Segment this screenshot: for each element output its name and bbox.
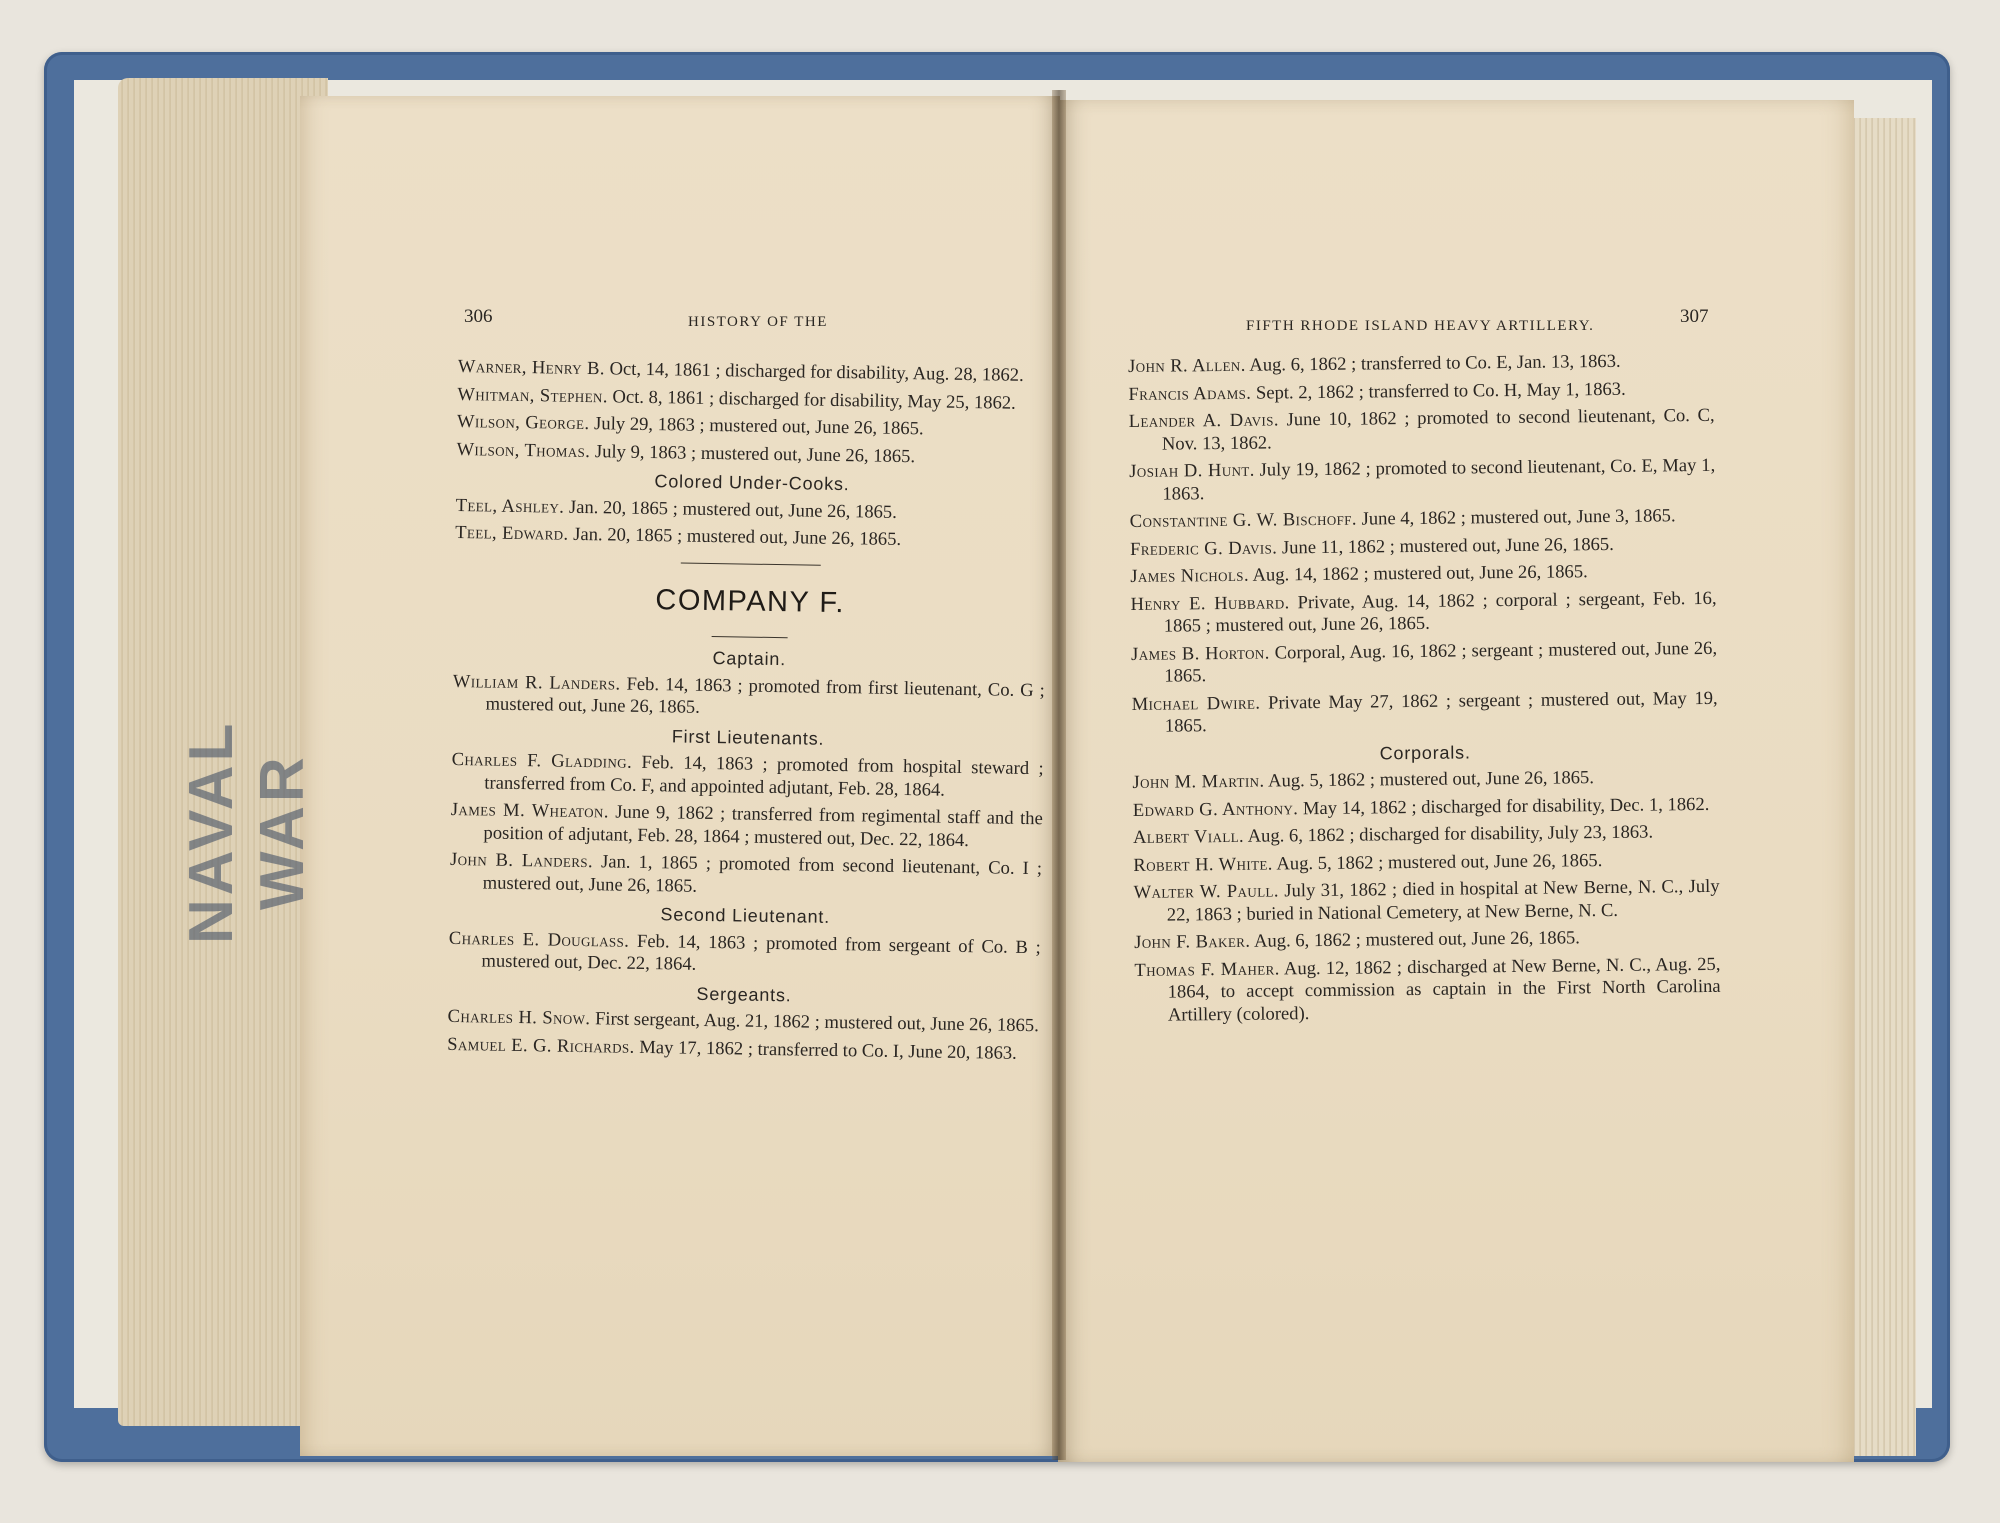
rank-heading: Corporals. (1379, 741, 1471, 763)
soldier-name: John R. Allen. (1128, 354, 1246, 377)
soldier-name: Teel, Ashley. (455, 494, 565, 518)
service-record: Feb. 14, 1863 ; promoted from first lieutenant, Co. G ; mustered out, June 26, 1865. (485, 673, 1045, 718)
service-record: Aug. 6, 1862 ; transferred to Co. E, Jan. 13, 1863. (1249, 350, 1621, 376)
soldier-name: Frederic G. Davis. (1129, 536, 1278, 560)
soldier-name: Samuel E. G. Richards. (447, 1033, 635, 1058)
soldier-name: Edward G. Anthony. (1132, 797, 1299, 821)
roster-entry (1132, 687, 1718, 738)
roster-entry (1133, 821, 1719, 850)
service-record: Aug. 12, 1862 ; discharged at New Berne, N. C., Aug. 25, 1864, to accept commission as captain in the First North Carolina Artillery (colored). (1167, 953, 1721, 1026)
service-record: Aug. 14, 1862 ; mustered out, June 26, 1865. (1252, 561, 1588, 586)
roster-entry (1128, 350, 1714, 379)
soldier-name: James B. Horton. (1131, 642, 1270, 665)
roster-entry (1134, 953, 1721, 1027)
service-record: Sept. 2, 1862 ; transferred to Co. H, May 1, 1863. (1255, 378, 1626, 404)
soldier-name: Leander A. Davis. (1128, 409, 1279, 432)
roster-entry (450, 799, 1043, 853)
service-record: Aug. 6, 1862 ; discharged for disability, July 23, 1863. (1247, 821, 1654, 847)
company-heading: COMPANY F. (655, 583, 846, 619)
service-record: June 10, 1862 ; promoted to second lieutenant, Co. C, Nov. 13, 1862. (1161, 404, 1715, 455)
roster-entry (1129, 405, 1715, 456)
rank-heading: Second Lieutenant. (660, 904, 831, 927)
rank-heading: First Lieutenants. (671, 725, 825, 749)
soldier-name: Charles F. Gladding. (451, 748, 633, 773)
left-page-text (447, 356, 1050, 1070)
service-record: June 11, 1862 ; mustered out, June 26, 1865. (1281, 533, 1614, 558)
soldier-name: Constantine G. W. Bischoff. (1129, 508, 1358, 532)
service-record: July 29, 1863 ; mustered out, June 26, 1865. (593, 413, 924, 440)
roster-entry (1133, 793, 1719, 822)
soldier-name: Francis Adams. (1128, 382, 1252, 405)
roster-entry (1130, 560, 1716, 589)
soldier-name: Thomas F. Maher. (1134, 957, 1280, 981)
company-heading-block (454, 558, 1047, 642)
roster-entry (1130, 505, 1716, 534)
service-record: June 9, 1862 ; transferred from regimental staff and the position of adjutant, Feb. 28, 1864 ; mustered out, Dec. 22, 1864. (483, 801, 1043, 851)
service-record: Aug. 5, 1862 ; mustered out, June 26, 1865. (1267, 767, 1595, 792)
left-page-number: 306 (464, 306, 493, 327)
roster-entry (455, 494, 1047, 526)
soldier-name: Charles H. Snow. (447, 1005, 591, 1030)
roster-entry (457, 383, 1049, 415)
soldier-name: Albert Viall. (1132, 825, 1245, 848)
service-record: July 19, 1862 ; promoted to second lieutenant, Co. E, May 1, 1863. (1162, 454, 1716, 505)
service-record: Oct, 14, 1861 ; discharged for disability, Aug. 28, 1862. (609, 358, 1024, 386)
soldier-name: John F. Baker. (1134, 930, 1251, 953)
soldier-name: Wilson, George. (456, 410, 590, 435)
service-record: Jan. 1, 1865 ; promoted from second lieutenant, Co. I ; mustered out, June 26, 1865. (482, 851, 1043, 897)
roster-entry (450, 849, 1043, 903)
left-running-head: HISTORY OF THE (688, 314, 828, 330)
soldier-name: Warner, Henry B. (457, 356, 606, 380)
soldier-name: John M. Martin. (1132, 770, 1265, 793)
roster-entry (1134, 926, 1720, 955)
roster-entry (1132, 766, 1718, 795)
soldier-name: Wilson, Thomas. (456, 438, 591, 462)
soldier-name: Michael Dwire. (1131, 692, 1261, 715)
service-record: Private May 27, 1862 ; sergeant ; mustered out, May 19, 1865. (1164, 687, 1718, 737)
service-record: Feb. 14, 1863 ; promoted from hospital steward ; transferred from Co. F, and appointed adjutant, Feb. 28, 1864. (484, 751, 1044, 801)
roster-entry (1131, 637, 1717, 688)
roster-entry (457, 411, 1049, 443)
service-record: June 4, 1862 ; mustered out, June 3, 1865. (1361, 505, 1676, 530)
roster-entry (451, 749, 1044, 803)
soldier-name: Josiah D. Hunt. (1129, 459, 1255, 482)
soldier-name: Henry E. Hubbard. (1130, 591, 1290, 615)
rank-heading: Captain. (712, 648, 787, 670)
soldier-name: Walter W. Paull. (1133, 880, 1280, 903)
soldier-name: Whitman, Stephen. (457, 383, 609, 407)
roster-entry (1129, 455, 1715, 506)
service-record: Corporal, Aug. 16, 1862 ; sergeant ; mustered out, June 26, 1865. (1164, 637, 1718, 687)
roster-entry (1133, 848, 1719, 877)
rule-below (712, 636, 788, 638)
rule-above (681, 562, 821, 565)
service-record: May 14, 1862 ; discharged for disability, Dec. 1, 1862. (1302, 793, 1710, 819)
roster-entry (448, 927, 1041, 981)
roster-entry (447, 1006, 1039, 1038)
service-record: First sergeant, Aug. 21, 1862 ; mustered out, June 26, 1865. (594, 1008, 1039, 1037)
book-gutter (1052, 90, 1066, 1460)
rank-heading: Colored Under-Cooks. (654, 471, 850, 495)
service-record: July 9, 1863 ; mustered out, June 26, 1865. (594, 440, 916, 467)
service-record: Jan. 20, 1865 ; mustered out, June 26, 1865. (568, 496, 898, 523)
service-record: Feb. 14, 1863 ; promoted from sergeant of Co. B ; mustered out, Dec. 22, 1864. (481, 930, 1041, 975)
roster-entry (1128, 377, 1714, 406)
service-record: July 31, 1862 ; died in hospital at New Berne, N. C., July 22, 1863 ; buried in National Cemetery, at New Berne, N. C. (1166, 875, 1720, 926)
service-record: Aug. 6, 1862 ; mustered out, June 26, 1865. (1253, 927, 1580, 952)
roster-entry (455, 522, 1047, 554)
soldier-name: Charles E. Douglass. (448, 927, 630, 952)
service-record: Aug. 5, 1862 ; mustered out, June 26, 1865. (1276, 849, 1603, 874)
service-record: Private, Aug. 14, 1862 ; corporal ; sergeant, Feb. 16, 1865 ; mustered out, June 26, 1865. (1163, 587, 1717, 637)
roster-entry (1134, 876, 1720, 927)
roster-entry (1130, 587, 1716, 638)
soldier-name: John B. Landers. (449, 848, 594, 873)
roster-entry (456, 438, 1048, 470)
soldier-name: Teel, Edward. (455, 521, 569, 545)
service-record: May 17, 1862 ; transferred to Co. I, June 20, 1863. (639, 1036, 1017, 1064)
roster-entry (447, 1033, 1039, 1065)
soldier-name: William R. Landers. (452, 670, 621, 695)
soldier-name: James Nichols. (1130, 564, 1250, 587)
right-page-number: 307 (1680, 306, 1709, 327)
library-stamp: NAVAL WAR (177, 719, 317, 945)
rank-heading: Sergeants. (696, 983, 792, 1005)
soldier-name: Robert H. White. (1133, 853, 1273, 876)
roster-entry (1130, 532, 1716, 561)
roster-entry (452, 670, 1045, 724)
right-page-text (1128, 350, 1721, 1032)
soldier-name: James M. Wheaton. (450, 798, 610, 823)
service-record: Oct. 8, 1861 ; discharged for disability, May 25, 1862. (612, 385, 1016, 414)
right-running-head: FIFTH RHODE ISLAND HEAVY ARTILLERY. (1246, 318, 1595, 334)
service-record: Jan. 20, 1865 ; mustered out, June 26, 1865. (573, 523, 902, 550)
